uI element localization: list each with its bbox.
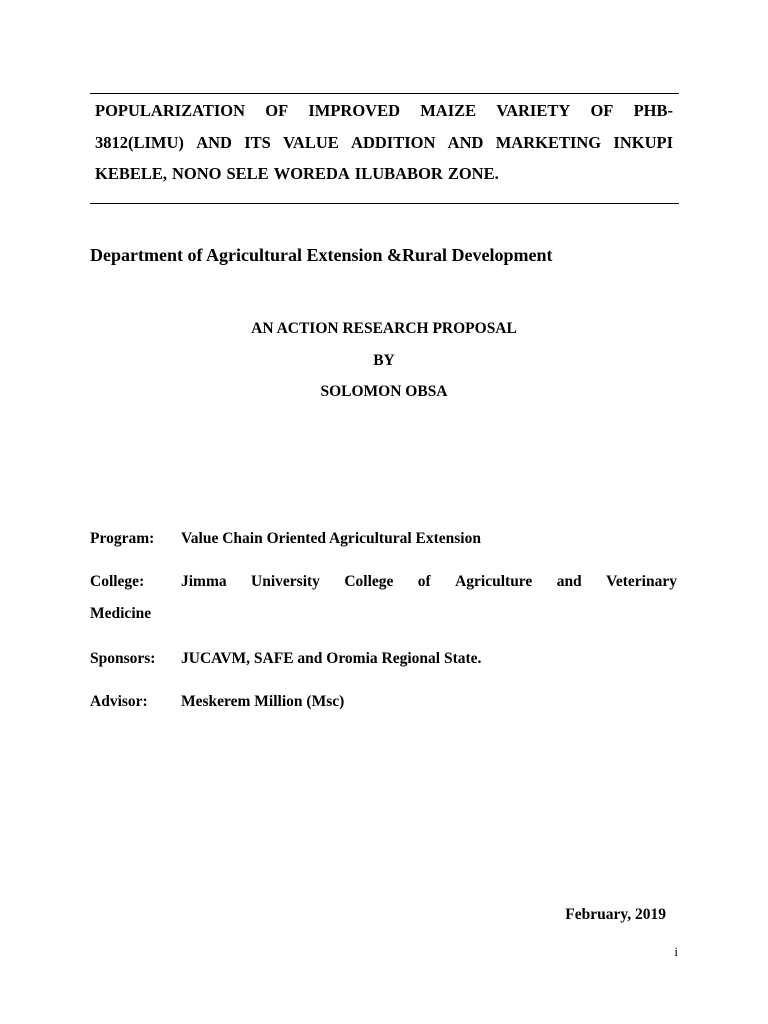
title-word: AND (196, 133, 232, 152)
title-word: NONO (172, 164, 222, 183)
title-word: 3812(LIMU) (95, 133, 184, 152)
title-word: MAIZE (420, 101, 477, 120)
college-word: Jimma (181, 573, 227, 590)
college-word: and (556, 573, 582, 590)
college-word: of (417, 573, 431, 590)
title-word: OF (590, 101, 614, 120)
title-word: OF (265, 101, 289, 120)
program-label: Program: (90, 530, 155, 547)
title-word: SELE (226, 164, 269, 183)
title-word: ILUBABOR (354, 164, 443, 183)
college-word: University (251, 573, 320, 590)
college-word: Agriculture (455, 573, 533, 590)
title-word: AND (447, 133, 484, 152)
title-word: INKUPI (613, 133, 673, 152)
program-value: Value Chain Oriented Agricultural Extension (181, 530, 481, 547)
bottom-rule (90, 203, 679, 204)
title-word: KEBELE, (95, 164, 167, 183)
title-line-3 (95, 164, 673, 184)
college-word: College (344, 573, 394, 590)
top-rule (90, 93, 679, 94)
college-value (181, 572, 677, 592)
college-value-continued: Medicine (90, 605, 152, 622)
title-word: POPULARIZATION (95, 101, 246, 120)
title-word: IMPROVED (308, 101, 401, 120)
title-line-2 (95, 133, 673, 153)
title-word: ADDITION (351, 133, 436, 152)
page-number: i (674, 944, 678, 959)
title-word: VALUE (283, 133, 339, 152)
department-name: Department of Agricultural Extension &Rural Development (90, 245, 553, 265)
title-word: MARKETING (495, 133, 602, 152)
title-word: PHB- (633, 101, 673, 120)
title-word: WOREDA (273, 164, 350, 183)
author-name: SOLOMON OBSA (320, 383, 448, 400)
title-word: VARIETY (496, 101, 571, 120)
title-line-1 (95, 101, 673, 121)
title-word: ZONE. (447, 164, 499, 183)
sponsors-label: Sponsors: (90, 650, 156, 667)
title-word: ITS (244, 133, 271, 152)
proposal-type: AN ACTION RESEARCH PROPOSAL (251, 320, 517, 337)
sponsors-value: JUCAVM, SAFE and Oromia Regional State. (181, 650, 482, 667)
college-label: College: (90, 573, 145, 590)
advisor-value: Meskerem Million (Msc) (181, 693, 345, 710)
submission-date: February, 2019 (565, 906, 666, 923)
advisor-label: Advisor: (90, 693, 148, 710)
college-word: Veterinary (606, 573, 677, 590)
by-label: BY (373, 352, 395, 369)
